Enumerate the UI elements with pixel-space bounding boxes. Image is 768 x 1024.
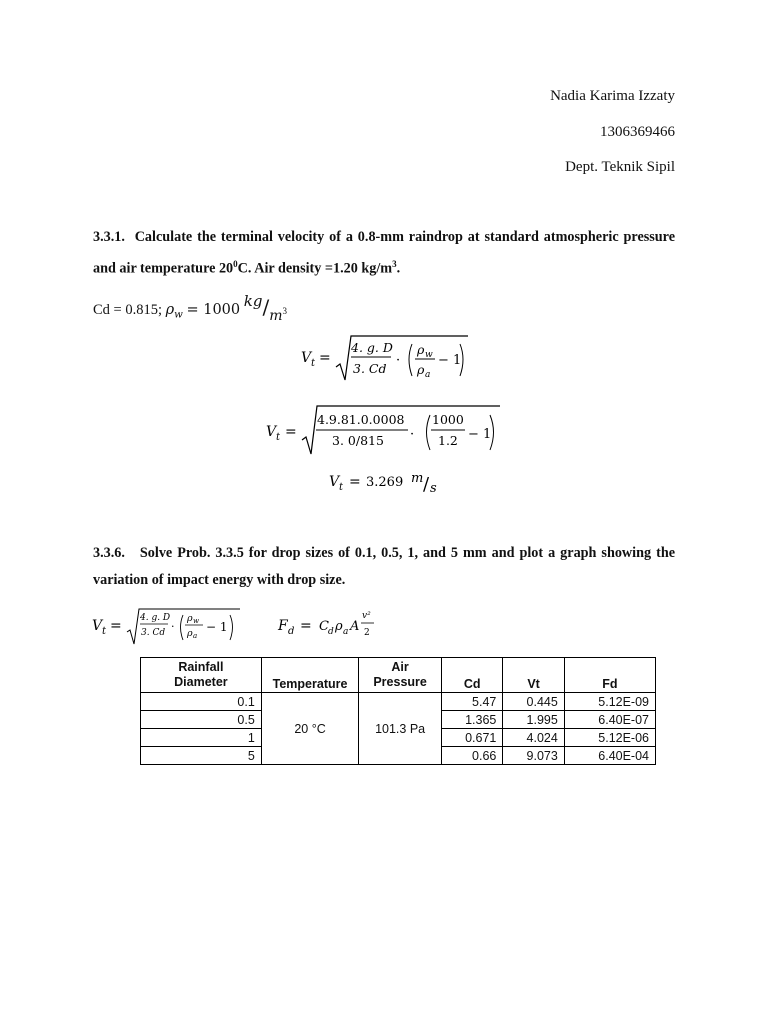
given-eq: = 1000 (186, 302, 241, 318)
eq4-rho-sub: a (343, 627, 349, 637)
problem-2-statement (93, 540, 675, 594)
eq3-lparen (181, 615, 184, 640)
result-lhs-sub: t (339, 482, 344, 493)
header-pressure-l1: Air (391, 660, 409, 674)
result-unit-den: s (430, 481, 437, 496)
header-vt (503, 658, 564, 693)
problem-1-text-end: . (396, 260, 401, 277)
problem-1-text-b: C. Air density =1.20 kg/m (237, 260, 393, 277)
cell-diameter: 0.5 (141, 711, 262, 729)
eq3-frac2-den: ρ (187, 628, 193, 639)
eq3-frac2-num-sub: w (193, 617, 199, 625)
eq3-minus-one: − 1 (206, 620, 228, 634)
header-fd (564, 658, 655, 693)
eq2-frac2-num: 1000 (432, 412, 464, 427)
header-temperature-label: Temperature (272, 677, 348, 691)
results-table (140, 657, 656, 765)
eq2-lparen (427, 415, 431, 450)
eq1-eq: = (319, 350, 331, 366)
eq4-frac-den: 2 (364, 628, 370, 638)
cell-fd: 5.12E-09 (564, 693, 655, 711)
eq2-frac2-den: 1.2 (438, 433, 458, 448)
problem-1-sup: 0 (233, 259, 238, 269)
equation-terminal-velocity (295, 332, 475, 384)
eq3-eq: = (110, 618, 122, 634)
eq3-frac2-num: ρ (187, 613, 193, 624)
eq1-lparen (409, 344, 412, 376)
given-unit-den-sup: 3 (282, 306, 287, 316)
problem-2-text: Solve Prob. 3.3.5 for drop sizes of 0.1, 0.5, 1, and 5 mm and plot a graph showing the variation of impact energy with drop size. (93, 545, 676, 588)
cell-fd: 5.12E-06 (564, 729, 655, 747)
given-values (93, 292, 287, 324)
eq4-c-sub: d (328, 627, 334, 637)
eq3-dot: · (171, 620, 175, 633)
header-cd (441, 658, 502, 693)
cell-cd: 1.365 (441, 711, 502, 729)
eq3-frac1-den: 3. Cd (141, 628, 166, 638)
equation-result (325, 468, 455, 498)
header-pressure (359, 658, 442, 693)
cell-vt: 9.073 (503, 747, 564, 765)
given-unit-slash: / (262, 295, 270, 319)
result-lhs: V (329, 474, 340, 490)
eq1-frac1-den: 3. Cd (353, 361, 387, 376)
eq4-eq: = (300, 618, 312, 634)
header-temperature (261, 658, 358, 693)
eq4-frac-num: v² (362, 611, 371, 621)
cell-fd: 6.40E-04 (564, 747, 655, 765)
given-rho: ρ (165, 302, 175, 318)
cell-diameter: 5 (141, 747, 262, 765)
eq1-frac2-num-sub: w (425, 350, 433, 360)
eq3-lhs: V (92, 618, 103, 634)
cell-diameter: 1 (141, 729, 262, 747)
eq1-frac1-num: 4. g. D (351, 340, 393, 355)
problem-1-sup2: 3 (392, 259, 397, 269)
cell-vt: 0.445 (503, 693, 564, 711)
eq2-frac1-num: 4.9.81.0.0008 (317, 412, 405, 427)
cell-vt: 1.995 (503, 711, 564, 729)
author-name: Nadia Karima Izzaty (550, 88, 675, 104)
eq1-minus-one: − 1 (438, 353, 462, 368)
header-diameter-l2: Diameter (174, 675, 228, 689)
eq1-frac2-num: ρ (417, 342, 425, 357)
problem-1-statement (93, 224, 675, 283)
eq3-frac2-den-sub: a (193, 632, 198, 640)
header-pressure-l2: Pressure (373, 675, 427, 689)
cell-diameter: 0.1 (141, 693, 262, 711)
equations-row (90, 606, 390, 648)
result-unit-num: m (411, 471, 424, 486)
header-vt-label: Vt (527, 677, 540, 691)
eq2-eq: = (285, 424, 297, 440)
cell-cd: 0.66 (441, 747, 502, 765)
eq1-frac2-den-sub: a (425, 370, 431, 380)
problem-1-number: 3.3.1. (93, 229, 125, 245)
cell-vt: 4.024 (503, 729, 564, 747)
cell-cd: 5.47 (441, 693, 502, 711)
table-header-row (141, 658, 656, 693)
result-value: 3.269 (366, 475, 404, 490)
department: Dept. Teknik Sipil (565, 159, 675, 175)
cell-cd: 0.671 (441, 729, 502, 747)
eq3-frac1-num: 4. g. D (140, 613, 171, 623)
eq3-lhs-sub: t (102, 626, 107, 637)
header-diameter-l1: Rainfall (178, 660, 224, 674)
problem-2-number: 3.3.6. (93, 545, 125, 561)
eq1-frac2-den: ρ (417, 362, 425, 377)
equation-substituted (262, 400, 507, 456)
eq4-lhs: F (278, 618, 288, 634)
problem-1-text-a: Calculate the terminal velocity of a 0.8-mm raindrop at standard atmospheric pressure and air temperature 20 (93, 229, 676, 277)
eq2-frac1-den: 3. 0/815 (332, 433, 384, 448)
eq4-c: C (319, 619, 329, 634)
eq4-a: A (350, 619, 360, 634)
cell-fd: 6.40E-07 (564, 711, 655, 729)
header-cd-label: Cd (463, 677, 481, 691)
cell-pressure: 101.3 Pa (359, 693, 442, 765)
result-unit-slash: / (423, 474, 430, 495)
cell-temperature: 20 °C (261, 693, 358, 765)
result-eq: = (349, 474, 361, 490)
eq4-rho: ρ (335, 619, 343, 634)
student-id: 1306369466 (600, 124, 675, 140)
eq4-lhs-sub: d (288, 626, 295, 637)
eq1-dot: · (396, 353, 401, 368)
header-diameter (141, 658, 262, 693)
given-unit-den: m (269, 308, 283, 324)
eq2-minus-one: − 1 (468, 427, 492, 442)
given-unit-num: kg (243, 292, 263, 310)
eq2-lhs-sub: t (276, 432, 281, 443)
header-fd-label: Fd (602, 677, 618, 691)
eq3-rparen (230, 615, 233, 640)
eq1-lhs-sub: t (311, 358, 316, 369)
eq1-lhs: V (301, 350, 312, 366)
given-cd: Cd = 0.815; (93, 302, 163, 318)
given-rho-sub: w (174, 309, 183, 321)
eq2-dot: · (410, 427, 415, 442)
eq2-lhs: V (266, 424, 277, 440)
table-row (141, 693, 656, 711)
